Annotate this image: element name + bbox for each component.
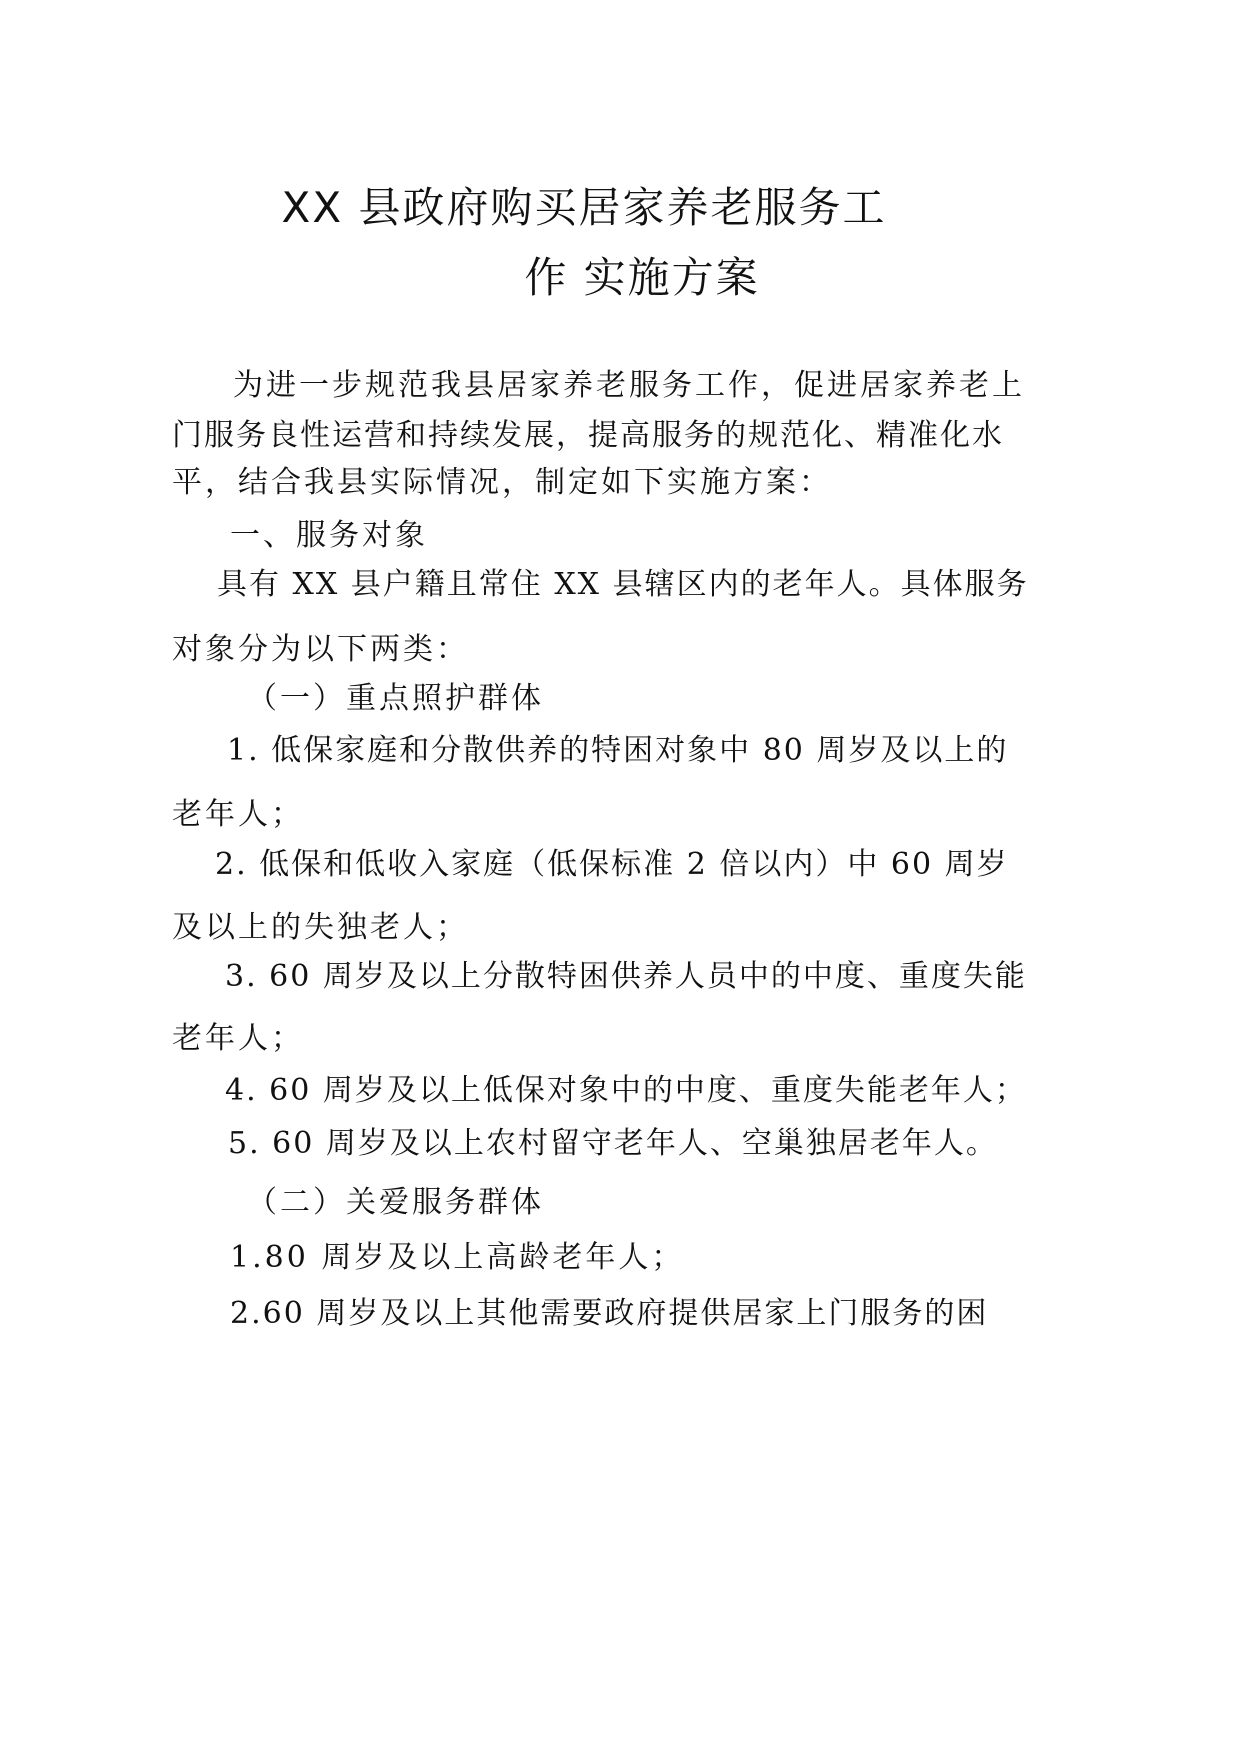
subheading-key-care-group: （一）重点照护群体: [247, 681, 544, 716]
subheading-care-service-group: （二）关爱服务群体: [247, 1185, 544, 1220]
care-group-item-1: 1.80 周岁及以上高龄老年人；: [230, 1240, 685, 1275]
paragraph-intro-line-2: 门服务良性运营和持续发展，提高服务的规范化、精准化水: [172, 418, 1004, 453]
list-item-2-line-2: 及以上的失独老人；: [172, 910, 469, 945]
list-item-4: 4. 60 周岁及以上低保对象中的中度、重度失能老年人；: [225, 1073, 1027, 1108]
paragraph-intro-line-1: 为进一步规范我县居家养老服务工作，促进居家养老上: [233, 368, 1025, 403]
list-item-3-line-2: 老年人；: [172, 1021, 304, 1056]
list-item-1-line-2: 老年人；: [172, 797, 304, 832]
document-title-line-1: XX 县政府购买居家养老服务工: [281, 183, 887, 232]
list-item-1-line-1: 1. 低保家庭和分散供养的特困对象中 80 周岁及以上的: [227, 733, 1009, 768]
list-item-3-line-1: 3. 60 周岁及以上分散特困供养人员中的中度、重度失能: [225, 959, 1027, 994]
list-item-2-line-1: 2. 低保和低收入家庭（低保标准 2 倍以内）中 60 周岁: [215, 847, 1009, 882]
list-item-5: 5. 60 周岁及以上农村留守老年人、空巢独居老年人。: [228, 1126, 998, 1161]
document-title-line-2: 作 实施方案: [524, 253, 760, 302]
paragraph-intro-line-3: 平，结合我县实际情况，制定如下实施方案：: [172, 465, 832, 500]
paragraph-eligibility-line-1: 具有 XX 县户籍且常住 XX 县辖区内的老年人。具体服务: [217, 567, 1029, 602]
paragraph-eligibility-line-2: 对象分为以下两类：: [172, 632, 469, 667]
care-group-item-2-line-1: 2.60 周岁及以上其他需要政府提供居家上门服务的困: [230, 1296, 989, 1331]
section-heading-service-targets: 一、服务对象: [230, 518, 428, 553]
